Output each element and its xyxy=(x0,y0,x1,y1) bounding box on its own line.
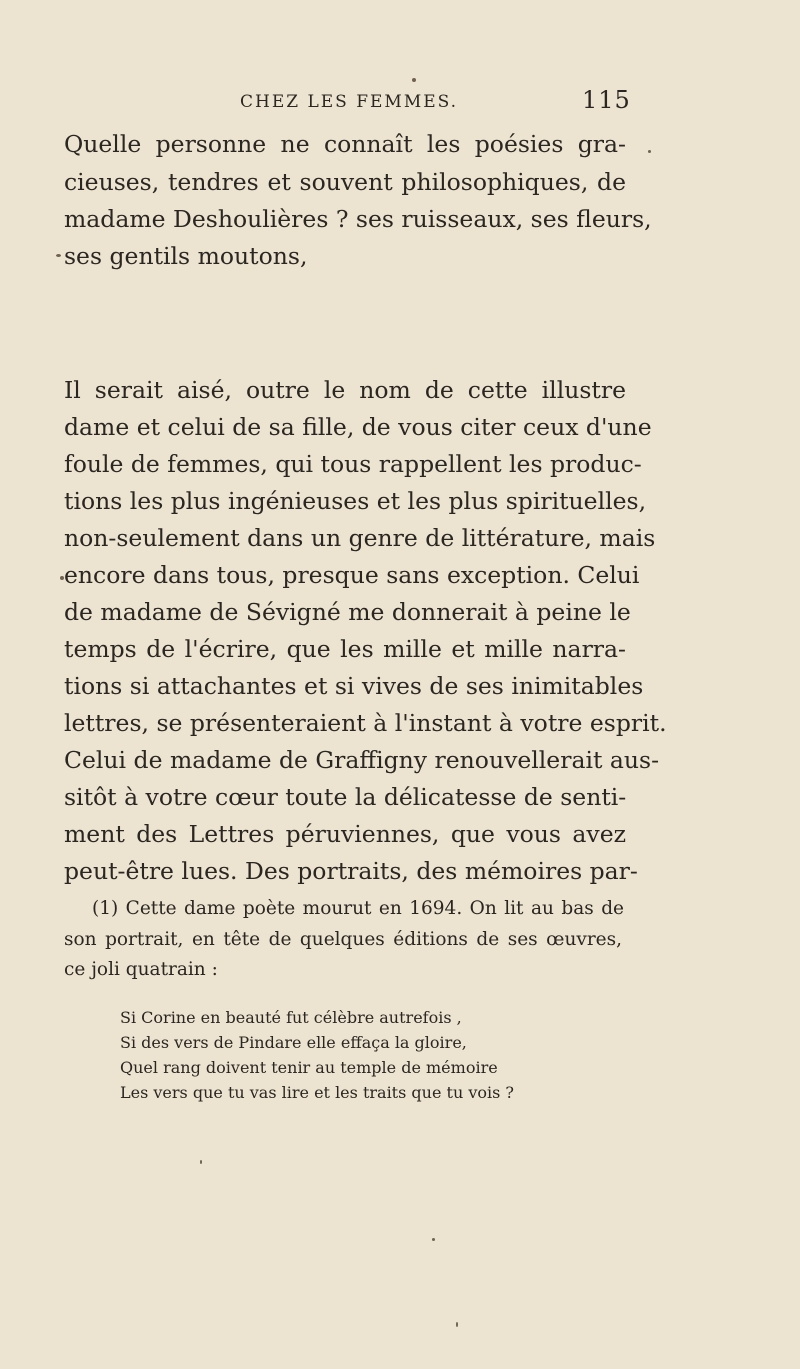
body-line: ment des Lettres péruviennes, que vous avez xyxy=(64,820,626,848)
running-title: CHEZ LES FEMMES. xyxy=(240,92,459,112)
body-line: Il serait aisé, outre le nom de cette illustre xyxy=(64,376,626,404)
footnote-line: son portrait, en tête de quelques éditions de ses œuvres, xyxy=(64,929,622,950)
quatrain-line: Si Corine en beauté fut célèbre autrefois , xyxy=(120,1008,462,1027)
page-number: 115 xyxy=(582,86,631,114)
body-line: lettres, se présenteraient à l'instant à votre esprit. xyxy=(64,709,667,737)
footnote-line: (1) Cette dame poète mourut en 1694. On lit au bas de xyxy=(92,898,624,919)
body-line: peut-être lues. Des portraits, des mémoires par- xyxy=(64,857,638,885)
body-line: tions si attachantes et si vives de ses inimitables xyxy=(64,672,644,700)
body-line: sitôt à votre cœur toute la délicatesse de senti- xyxy=(64,783,627,811)
body-line: dame et celui de sa fille, de vous citer ceux d'une xyxy=(64,413,652,441)
body-line: de madame de Sévigné me donnerait à peine le xyxy=(64,598,631,626)
body-line: ses gentils moutons, xyxy=(64,242,308,270)
quatrain-line: Quel rang doivent tenir au temple de mémoire xyxy=(120,1058,498,1077)
body-line: cieuses, tendres et souvent philosophiques, de xyxy=(64,168,626,196)
body-line: encore dans tous, presque sans exception. Celui xyxy=(64,561,640,589)
body-line: Celui de madame de Graffigny renouvellerait aus- xyxy=(64,746,660,774)
footnote-line: ce joli quatrain : xyxy=(64,959,218,980)
body-line: tions les plus ingénieuses et les plus spirituelles, xyxy=(64,487,647,515)
body-line: Quelle personne ne connaît les poésies gra- xyxy=(64,130,626,158)
body-line: madame Deshoulières ? ses ruisseaux, ses fleurs, xyxy=(64,205,652,233)
body-line: foule de femmes, qui tous rappellent les produc- xyxy=(64,450,642,478)
body-line: non-seulement dans un genre de littérature, mais xyxy=(64,524,656,552)
quatrain-line: Si des vers de Pindare elle effaça la gloire, xyxy=(120,1033,467,1052)
quatrain-line: Les vers que tu vas lire et les traits que tu vois ? xyxy=(120,1083,514,1102)
body-line: temps de l'écrire, que les mille et mille narra- xyxy=(64,635,626,663)
